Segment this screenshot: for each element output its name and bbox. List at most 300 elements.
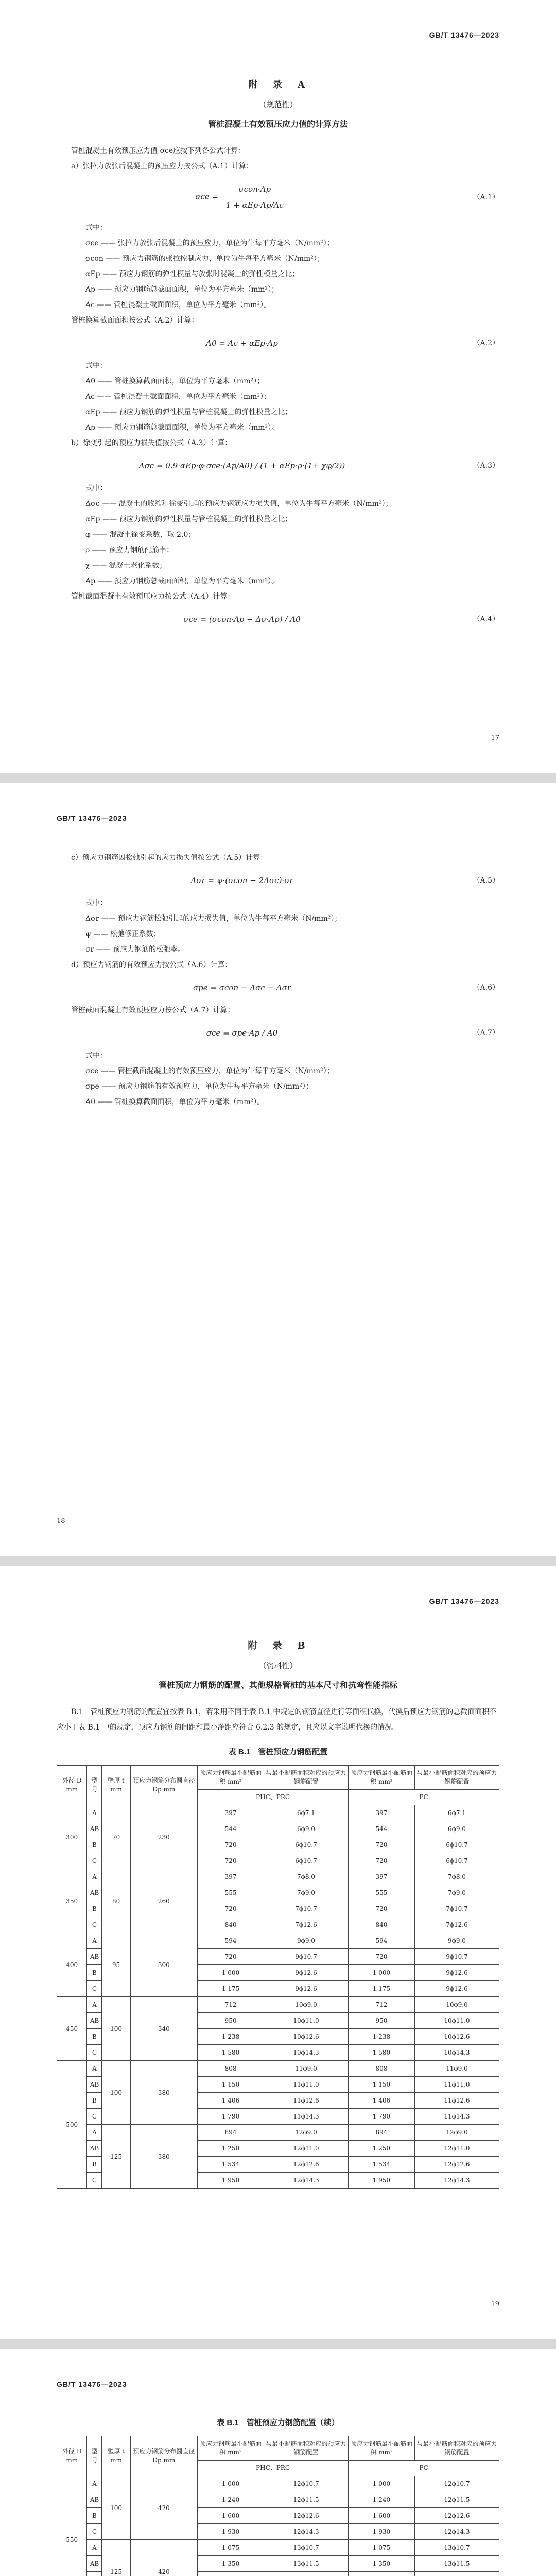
table-cell: 10ϕ14.3 (414, 2045, 499, 2061)
table-cell (414, 2572, 499, 2576)
table-row (57, 2125, 499, 2141)
table-cell: 720 (349, 1837, 415, 1853)
table-body (57, 2476, 499, 2576)
table-cell: 1 580 (198, 2045, 264, 2061)
formula-a1 (57, 181, 499, 213)
table-cell: 1 350 (198, 2556, 264, 2572)
table-cell: 6ϕ9.0 (414, 1821, 499, 1837)
formula-a7 (57, 1025, 499, 1041)
table-cell: 100 (102, 2476, 130, 2540)
header-outer-diameter: 外径 D mm (57, 1766, 87, 1805)
table-title: 表 B.1 管桩预应力钢筋配置 (228, 1748, 328, 1756)
table-cell: AB (87, 2013, 102, 2029)
table-cell: 544 (349, 1821, 415, 1837)
table-cell: 1 150 (198, 2077, 264, 2093)
annex-label: 附 录 B (248, 1640, 308, 1651)
table-cell: 1 406 (198, 2093, 264, 2109)
table-cell: 12ϕ12.6 (414, 2157, 499, 2173)
table-cell: 100 (102, 2061, 130, 2125)
table-cell: 12ϕ9.0 (264, 2125, 348, 2141)
definitions-a3 (57, 496, 499, 589)
table-cell: 808 (198, 2061, 264, 2077)
table-cell: 7ϕ10.7 (414, 1901, 499, 1917)
table-cell: A (87, 1997, 102, 2013)
standard-code-header: GB/T 13476—2023 (429, 31, 499, 39)
table-cell: A (87, 2125, 102, 2141)
table-cell: 125 (102, 2125, 130, 2189)
table-cell: 12ϕ11.0 (264, 2141, 348, 2157)
table-cell: 11ϕ12.6 (264, 2093, 348, 2109)
header-type: 型号 (87, 2436, 102, 2476)
table-cell: 12ϕ11.5 (414, 2492, 499, 2508)
definition-item: A0 —— 管桩换算截面面积，单位为平方毫米（mm²）。 (85, 1098, 265, 1106)
formula-a1-numerator: σcon·Ap (223, 181, 287, 197)
table-cell: 9ϕ12.6 (264, 1965, 348, 1981)
table-cell: 7ϕ8.0 (414, 1869, 499, 1885)
table-cell: 1 406 (349, 2093, 415, 2109)
table-cell: B (87, 2157, 102, 2173)
table-cell: 720 (198, 1949, 264, 1965)
table-cell: 10ϕ12.6 (414, 2029, 499, 2045)
table-cell: 894 (198, 2125, 264, 2141)
table-cell: 894 (349, 2125, 415, 2141)
definition-item: A0 —— 管桩换算截面面积，单位为平方毫米（mm²）； (85, 377, 265, 385)
table-cell: 10ϕ11.0 (414, 2013, 499, 2029)
table-cell: 1 600 (349, 2508, 415, 2524)
header-phc-config: 与最小配筋面积对应的预应力钢筋配置 (264, 2436, 348, 2461)
table-cell: 340 (130, 1997, 197, 2061)
definition-item: Ap —— 预应力钢筋总截面面积，单位为平方毫米（mm²）。 (85, 577, 279, 585)
table-cell: AB (87, 1885, 102, 1901)
table-cell: C (87, 2173, 102, 2189)
table-cell: 6ϕ10.7 (414, 1853, 499, 1869)
table-cell: 12ϕ12.6 (264, 2508, 348, 2524)
text-a7: 管桩截面混凝土有效预压应力按公式（A.7）计算： (71, 1006, 235, 1014)
formula-a2-number: （A.2） (473, 339, 499, 347)
formula-a2-expr: A0 = Ac + αEp·Ap (206, 338, 278, 348)
definition-item: αEp —— 预应力钢筋的弹性模量与放张时混凝土的弹性模量之比； (85, 270, 300, 278)
table-cell: 9ϕ9.0 (414, 1933, 499, 1949)
table-cell: 1 250 (198, 2141, 264, 2157)
table-cell: 12ϕ10.7 (264, 2476, 348, 2492)
table-cell: 10ϕ14.3 (264, 2045, 348, 2061)
definition-item: Δσc —— 混凝土的收缩和徐变引起的预应力钢筋应力损失值，单位为牛每平方毫米（N/mm²）； (85, 500, 393, 508)
table-cell: AB (87, 2077, 102, 2093)
where-label-7: 式中： (85, 1052, 107, 1060)
table-header (57, 1766, 499, 1805)
header-pc-config: 与最小配筋面积对应的预应力钢筋配置 (414, 1766, 499, 1790)
item-d: d）预应力钢筋的有效预应力按公式（A.6）计算： (71, 961, 232, 969)
definition-item: σce —— 管桩截面混凝土的有效预压应力，单位为牛每平方毫米（N/mm²）； (85, 1067, 334, 1075)
table-cell: 720 (349, 1853, 415, 1869)
table-cell: 1 075 (349, 2540, 415, 2556)
table-cell: 9ϕ9.0 (264, 1933, 348, 1949)
standard-code-header: GB/T 13476—2023 (57, 2380, 127, 2388)
table-cell: 12ϕ14.3 (264, 2173, 348, 2189)
table-cell: 594 (198, 1933, 264, 1949)
definition-item: Ac —— 管桩混凝土截面面积，单位为平方毫米（mm²）； (85, 393, 271, 401)
table-cell: 1 600 (198, 2508, 264, 2524)
rebar-config-table-continued (57, 2436, 499, 2576)
table-cell: C (87, 1981, 102, 1997)
table-cell: 80 (102, 1869, 130, 1933)
table-row (57, 1869, 499, 1885)
table-cell: 720 (349, 1949, 415, 1965)
table-cell: 300 (57, 1805, 87, 1869)
table-cell: A (87, 2061, 102, 2077)
table-cell: 13ϕ10.7 (414, 2540, 499, 2556)
table-cell: 9ϕ10.7 (264, 1949, 348, 1965)
table-cell: 11ϕ14.3 (264, 2109, 348, 2125)
table-cell: B (87, 1901, 102, 1917)
formula-a1-denominator: 1 + αEp·Ap/Ac (225, 200, 284, 210)
table-cell: 1 950 (349, 2173, 415, 2189)
rebar-config-table (57, 1765, 499, 2189)
table-cell: 11ϕ12.6 (414, 2093, 499, 2109)
definition-item: σce —— 张拉力放张后混凝土的预压应力，单位为牛每平方毫米（N/mm²）； (85, 239, 334, 247)
formula-a5-expr: Δσr = ψ·(σcon − 2Δσc)·σr (190, 876, 293, 885)
formula-a6-expr: σpe = σcon − Δσc − Δσr (193, 983, 291, 992)
definition-item: Ap —— 预应力钢筋总截面面积，单位为平方毫米（mm²）。 (85, 423, 279, 432)
table-row (57, 1805, 499, 1821)
table-cell: 1 240 (349, 2492, 415, 2508)
page-number-17: 17 (491, 734, 499, 742)
table-cell: 550 (57, 2476, 87, 2576)
table-cell: 720 (198, 1853, 264, 1869)
table-cell: 397 (198, 1805, 264, 1821)
table-row (57, 1933, 499, 1949)
standard-code-header: GB/T 13476—2023 (57, 814, 127, 822)
table-cell: 380 (130, 2125, 197, 2189)
table-row (57, 2540, 499, 2556)
table-cell: 400 (57, 1933, 87, 1997)
table-cell: A (87, 1933, 102, 1949)
table-cell: 500 (57, 2061, 87, 2189)
document-page-2 (0, 783, 556, 1556)
table-title-continued: 表 B.1 管桩预应力钢筋配置（续） (217, 2418, 339, 2427)
table-cell: 7ϕ12.6 (414, 1917, 499, 1933)
formula-a3 (57, 458, 499, 473)
definition-item: ψ —— 松弛修正系数； (85, 930, 161, 938)
table-cell: 11ϕ9.0 (414, 2061, 499, 2077)
table-cell: AB (87, 1821, 102, 1837)
table-cell: 7ϕ9.0 (414, 1885, 499, 1901)
table-cell: 1 790 (349, 2109, 415, 2125)
table-cell: 6ϕ7.1 (414, 1805, 499, 1821)
table-cell: C (87, 1917, 102, 1933)
table-cell: 840 (349, 1917, 415, 1933)
page-gap (0, 2339, 556, 2349)
table-cell: AB (87, 2556, 102, 2572)
table-cell: 1 000 (198, 1965, 264, 1981)
table-cell: A (87, 2540, 102, 2556)
table-cell: 11ϕ9.0 (264, 2061, 348, 2077)
header-outer-diameter: 外径 D mm (57, 2436, 87, 2476)
table-cell: 12ϕ14.3 (414, 2524, 499, 2540)
table-cell: 1 534 (198, 2157, 264, 2173)
table-cell: 13ϕ11.5 (264, 2556, 348, 2572)
table-cell: 1 000 (349, 2476, 415, 2492)
table-cell (198, 2572, 264, 2576)
annex-label: 附 录 A (248, 79, 308, 90)
header-phc-min-area: 预应力钢筋最小配筋面积 mm² (198, 1766, 264, 1790)
table-cell: 95 (102, 1933, 130, 1997)
header-group-pc: PC (349, 1790, 499, 1805)
table-row (57, 1997, 499, 2013)
table-cell: 7ϕ12.6 (264, 1917, 348, 1933)
formula-a3-expr: Δσc = 0.9·αEp·φ·σce·(Ap/A0) / (1 + αEp·ρ·(1+ χφ/2)) (138, 461, 345, 470)
table-cell: 7ϕ9.0 (264, 1885, 348, 1901)
table-cell: 7ϕ8.0 (264, 1869, 348, 1885)
table-cell: 12ϕ12.6 (264, 2157, 348, 2173)
formula-a3-number: （A.3） (473, 462, 499, 470)
table-cell: 420 (130, 2540, 197, 2576)
annex-title: 管桩预应力钢筋的配置、其他规格管桩的基本尺寸和抗弯性能指标 (158, 1680, 397, 1690)
table-cell: 594 (349, 1933, 415, 1949)
table-cell: 397 (198, 1869, 264, 1885)
header-distribution-diameter: 预应力钢筋分布圆直径 Dp mm (130, 2436, 197, 2476)
annex-b-body (57, 1638, 499, 2189)
header-pc-config: 与最小配筋面积对应的预应力钢筋配置 (414, 2436, 499, 2461)
table-cell: B (87, 1965, 102, 1981)
table-cell: 380 (130, 2061, 197, 2125)
header-type: 型号 (87, 1766, 102, 1805)
table-cell: 1 950 (198, 2173, 264, 2189)
header-distribution-diameter: 预应力钢筋分布圆直径 Dp mm (130, 1766, 197, 1805)
document-page-3 (0, 1566, 556, 2339)
table-cell: 300 (130, 1933, 197, 1997)
table-cell: 544 (198, 1821, 264, 1837)
header-group-pc: PC (349, 2461, 499, 2476)
table-cell: AB (87, 2492, 102, 2508)
table-row (57, 2061, 499, 2077)
table-cell: 840 (198, 1917, 264, 1933)
table-cell: 12ϕ14.3 (264, 2524, 348, 2540)
page-number-19: 19 (491, 2300, 499, 2308)
table-cell: 12ϕ9.0 (414, 2125, 499, 2141)
table-header (57, 2436, 499, 2476)
intro-paragraph: 管桩混凝土有效预压应力值 σce应按下列各公式计算： (71, 147, 246, 155)
table-cell: 1 240 (198, 2492, 264, 2508)
table-cell: AB (87, 1949, 102, 1965)
table-cell: 350 (57, 1869, 87, 1933)
definition-item: Ap —— 预应力钢筋总截面面积，单位为平方毫米（mm²）； (85, 285, 279, 294)
table-cell: 230 (130, 1805, 197, 1869)
where-label: 式中： (85, 224, 107, 232)
table-cell: 1 790 (198, 2109, 264, 2125)
item-a: a）张拉力放张后混凝土的预压应力按公式（A.1）计算： (71, 162, 253, 171)
table-cell: 1 930 (198, 2524, 264, 2540)
definition-item: Δσr —— 预应力钢筋松弛引起的应力损失值，单位为牛每平方毫米（N/mm²）； (85, 914, 342, 923)
header-phc-min-area: 预应力钢筋最小配筋面积 mm² (198, 2436, 264, 2461)
table-cell: 9ϕ10.7 (414, 1949, 499, 1965)
table-row (57, 2476, 499, 2492)
annex-title: 管桩混凝土有效预压应力值的计算方法 (207, 119, 348, 129)
formula-a5 (57, 873, 499, 888)
where-label-3: 式中： (85, 484, 107, 493)
table-cell: 555 (349, 1885, 415, 1901)
definition-item: σcon —— 预应力钢筋的张拉控制应力，单位为牛每平方毫米（N/mm²）； (85, 255, 324, 263)
table-cell: A (87, 2476, 102, 2492)
header-wall-thickness: 壁厚 t mm (102, 2436, 130, 2476)
table-cell: C (87, 1853, 102, 1869)
table-cell: B (87, 2508, 102, 2524)
table-cell: 6ϕ10.7 (264, 1837, 348, 1853)
table-cell: 720 (198, 1837, 264, 1853)
table-cell: 10ϕ9.0 (414, 1997, 499, 2013)
annex-a-body (57, 77, 499, 634)
table-cell: 720 (349, 1901, 415, 1917)
definitions-a5 (57, 911, 499, 957)
table-cell: 1 350 (349, 2556, 415, 2572)
table-cell: 1 000 (198, 2476, 264, 2492)
table-cell: 13ϕ11.5 (414, 2556, 499, 2572)
formula-a7-expr: σce = σpe·Ap / A0 (206, 1028, 278, 1038)
header-group-phc: PHC、PRC (198, 2461, 349, 2476)
table-cell: B (87, 2093, 102, 2109)
page-gap (0, 1556, 556, 1566)
table-cell: 397 (349, 1869, 415, 1885)
header-pc-min-area: 预应力钢筋最小配筋面积 mm² (349, 2436, 415, 2461)
table-cell: 12ϕ14.3 (414, 2173, 499, 2189)
table-cell: 1 150 (349, 2077, 415, 2093)
table-cell: 9ϕ12.6 (414, 1981, 499, 1997)
document-page-1 (0, 0, 556, 773)
formula-a4-expr: σce = (σcon·Ap − Δσ·Ap) / A0 (183, 615, 301, 624)
document-page-4 (0, 2349, 556, 2576)
table-cell: 712 (198, 1997, 264, 2013)
annex-type: （规范性） (258, 100, 298, 109)
definition-item: αEp —— 预应力钢筋的弹性模量与管桩混凝土的弹性模量之比； (85, 408, 292, 416)
table-cell: 720 (198, 1901, 264, 1917)
table-cell (264, 2572, 348, 2576)
formula-a4 (57, 612, 499, 627)
clause-b1: B.1 管桩预应力钢筋的配置宜按表 B.1，若采用不同于表 B.1 中规定的钢筋直径进行等面积代换，代换后预应力钢筋的总截面面积不应小于表 B.1 中的规定，预应力钢筋的间距和最小净距应符合 6.2.3 的规定，且应以文字说明代换的情况。 (57, 1708, 497, 1732)
table-cell: 11ϕ11.0 (264, 2077, 348, 2093)
header-group-phc: PHC、PRC (198, 1790, 349, 1805)
table-cell: 9ϕ12.6 (414, 1965, 499, 1981)
formula-a2 (57, 335, 499, 351)
table-cell: 6ϕ10.7 (414, 1837, 499, 1853)
formula-a6-number: （A.6） (473, 984, 499, 992)
header-wall-thickness: 壁厚 t mm (102, 1766, 130, 1805)
definitions-a2 (57, 374, 499, 435)
table-cell: 12ϕ10.7 (414, 2476, 499, 2492)
table-cell: 7ϕ10.7 (264, 1901, 348, 1917)
table-cell: 1 534 (349, 2157, 415, 2173)
table-cell: 260 (130, 1869, 197, 1933)
table-cell: 125 (102, 2540, 130, 2576)
table-cell: 808 (349, 2061, 415, 2077)
table-cell: AB (87, 2141, 102, 2157)
table-cell: B (87, 2029, 102, 2045)
definition-item: αEp —— 预应力钢筋的弹性模量与管桩混凝土的弹性模量之比； (85, 515, 292, 523)
table-cell: 13ϕ10.7 (264, 2540, 348, 2556)
where-label-2: 式中： (85, 362, 107, 370)
definition-item: σpe —— 预应力钢筋的有效预应力，单位为牛每平方毫米（N/mm²）； (85, 1082, 313, 1091)
header-phc-config: 与最小配筋面积对应的预应力钢筋配置 (264, 1766, 348, 1790)
table-cell: 1 175 (198, 1981, 264, 1997)
page-gap (0, 773, 556, 783)
definition-item: χ —— 混凝土老化系数； (85, 562, 167, 570)
formula-a1-fraction (223, 181, 287, 213)
table-cell: 11ϕ11.0 (414, 2077, 499, 2093)
definition-item: σr —— 预应力钢筋的松弛率。 (85, 945, 185, 954)
table-cell: 1 250 (349, 2141, 415, 2157)
table-cell: 1 000 (349, 1965, 415, 1981)
item-c: c）预应力钢筋因松弛引起的应力损失值按公式（A.5）计算： (71, 854, 268, 862)
table-cell: 1 075 (198, 2540, 264, 2556)
table-cell: 1 238 (198, 2029, 264, 2045)
header-pc-min-area: 预应力钢筋最小配筋面积 mm² (349, 1766, 415, 1790)
table-cell: 950 (349, 2013, 415, 2029)
definition-item: ρ —— 预应力钢筋配筋率； (85, 546, 174, 554)
table-cell: 6ϕ7.1 (264, 1805, 348, 1821)
where-label-5: 式中： (85, 899, 107, 907)
table-cell: 100 (102, 1997, 130, 2061)
formula-a1-number: （A.1） (473, 193, 499, 201)
table-cell: A (87, 1805, 102, 1821)
definition-item: Ac —— 管桩混凝土截面面积，单位为平方毫米（mm²）。 (85, 301, 271, 309)
definitions-a7 (57, 1063, 499, 1110)
formula-a4-number: （A.4） (473, 615, 499, 623)
definitions-a1 (57, 235, 499, 313)
table-cell: 450 (57, 1997, 87, 2061)
table-cell: 6ϕ10.7 (264, 1853, 348, 1869)
table-cell: 12ϕ11.0 (414, 2141, 499, 2157)
standard-code-header: GB/T 13476—2023 (429, 1597, 499, 1605)
table-cell: 10ϕ9.0 (264, 1997, 348, 2013)
table-cell: 1 580 (349, 2045, 415, 2061)
table-cell: 1 238 (349, 2029, 415, 2045)
table-cell: C (87, 2524, 102, 2540)
formula-a6 (57, 980, 499, 995)
item-b: b）徐变引起的预应力损失值按公式（A.3）计算： (71, 439, 232, 447)
table-cell (87, 2572, 102, 2576)
table-cell: 10ϕ12.6 (264, 2029, 348, 2045)
text-a2: 管桩换算截面面积按公式（A.2）计算： (71, 316, 199, 325)
table-cell: 12ϕ11.5 (264, 2492, 348, 2508)
page-number-18: 18 (57, 1517, 65, 1525)
table-cell: C (87, 2045, 102, 2061)
table-cell: 1 175 (349, 1981, 415, 1997)
table-cell: 555 (198, 1885, 264, 1901)
annex-type: （资料性） (258, 1661, 298, 1670)
table-cell: B (87, 1837, 102, 1853)
annex-a-body-continued (57, 850, 499, 1110)
definition-item: φ —— 混凝土徐变系数，取 2.0； (85, 531, 196, 539)
formula-a5-number: （A.5） (473, 876, 499, 885)
table-cell: 9ϕ12.6 (264, 1981, 348, 1997)
table-cell: 12ϕ12.6 (414, 2508, 499, 2524)
text-a4: 管桩截面混凝土有效预压应力按公式（A.4）计算： (71, 592, 235, 601)
table-cell (349, 2572, 415, 2576)
table-cell: 712 (349, 1997, 415, 2013)
table-cell: 11ϕ14.3 (414, 2109, 499, 2125)
table-cell: 6ϕ9.0 (264, 1821, 348, 1837)
table-continued-body (57, 2406, 499, 2576)
table-body (57, 1805, 499, 2189)
table-cell: 1 930 (349, 2524, 415, 2540)
table-cell: C (87, 2109, 102, 2125)
formula-a1-lhs: σce = (195, 192, 219, 201)
table-cell: 70 (102, 1805, 130, 1869)
formula-a7-number: （A.7） (473, 1029, 499, 1037)
table-cell: 10ϕ11.0 (264, 2013, 348, 2029)
table-cell: 420 (130, 2476, 197, 2540)
table-cell: A (87, 1869, 102, 1885)
table-cell: 397 (349, 1805, 415, 1821)
